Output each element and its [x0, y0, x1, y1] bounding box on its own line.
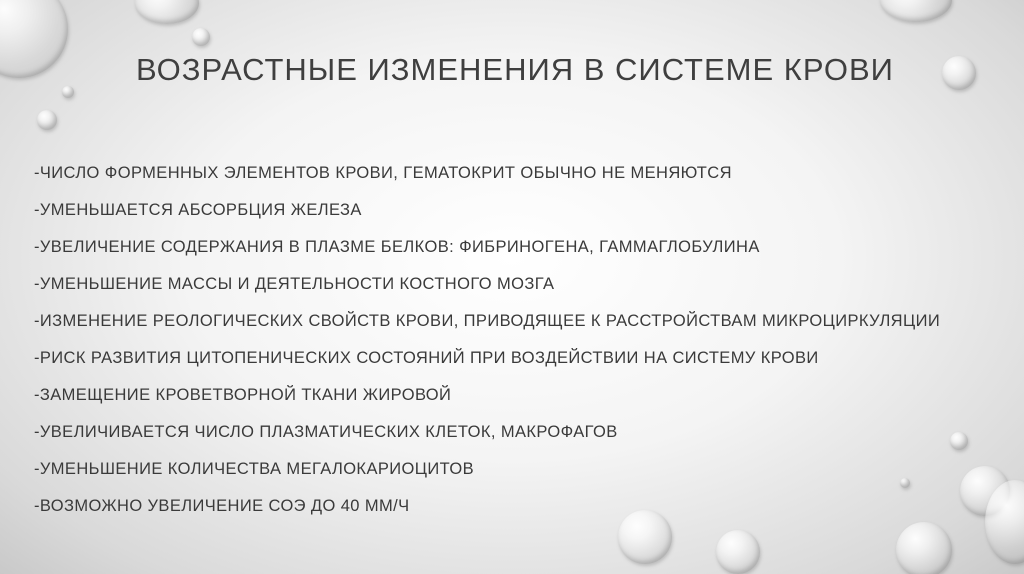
bullet-list — [34, 158, 974, 528]
bullet-item: -УВЕЛИЧИВАЕТСЯ ЧИСЛО ПЛАЗМАТИЧЕСКИХ КЛЕТОК, МАКРОФАГОВ — [34, 423, 618, 441]
bullet-item: -ЧИСЛО ФОРМЕННЫХ ЭЛЕМЕНТОВ КРОВИ, ГЕМАТОКРИТ ОБЫЧНО НЕ МЕНЯЮТСЯ — [34, 164, 732, 182]
bullet-item: -ИЗМЕНЕНИЕ РЕОЛОГИЧЕСКИХ СВОЙСТВ КРОВИ, ПРИВОДЯЩЕЕ К РАССТРОЙСТВАМ МИКРОЦИРКУЛЯЦИИ — [34, 312, 941, 330]
water-drop-decoration — [942, 56, 976, 90]
water-drop-decoration — [880, 0, 952, 22]
bullet-item: -УМЕНЬШЕНИЕ КОЛИЧЕСТВА МЕГАЛОКАРИОЦИТОВ — [34, 460, 474, 478]
bullet-item: -ВОЗМОЖНО УВЕЛИЧЕНИЕ СОЭ ДО 40 ММ/Ч — [34, 497, 410, 515]
bullet-item: -УМЕНЬШЕНИЕ МАССЫ И ДЕЯТЕЛЬНОСТИ КОСТНОГО МОЗГА — [34, 275, 555, 293]
water-drop-decoration — [896, 522, 952, 574]
water-drop-decoration — [37, 110, 57, 130]
water-drop-decoration — [192, 28, 210, 46]
water-drop-decoration — [135, 0, 199, 24]
bullet-item: -УМЕНЬШАЕТСЯ АБСОРБЦИЯ ЖЕЛЕЗА — [34, 201, 362, 219]
water-drop-decoration — [716, 530, 760, 574]
water-drop-decoration — [62, 86, 74, 98]
bullet-item: -РИСК РАЗВИТИЯ ЦИТОПЕНИЧЕСКИХ СОСТОЯНИЙ ПРИ ВОЗДЕЙСТВИИ НА СИСТЕМУ КРОВИ — [34, 349, 819, 367]
bullet-item: -ЗАМЕЩЕНИЕ КРОВЕТВОРНОЙ ТКАНИ ЖИРОВОЙ — [34, 386, 452, 404]
slide-title: ВОЗРАСТНЫЕ ИЗМЕНЕНИЯ В СИСТЕМЕ КРОВИ — [136, 52, 894, 87]
bullet-item: -УВЕЛИЧЕНИЕ СОДЕРЖАНИЯ В ПЛАЗМЕ БЕЛКОВ: ФИБРИНОГЕНА, ГАММАГЛОБУЛИНА — [34, 238, 760, 256]
water-drop-decoration — [0, 0, 68, 78]
